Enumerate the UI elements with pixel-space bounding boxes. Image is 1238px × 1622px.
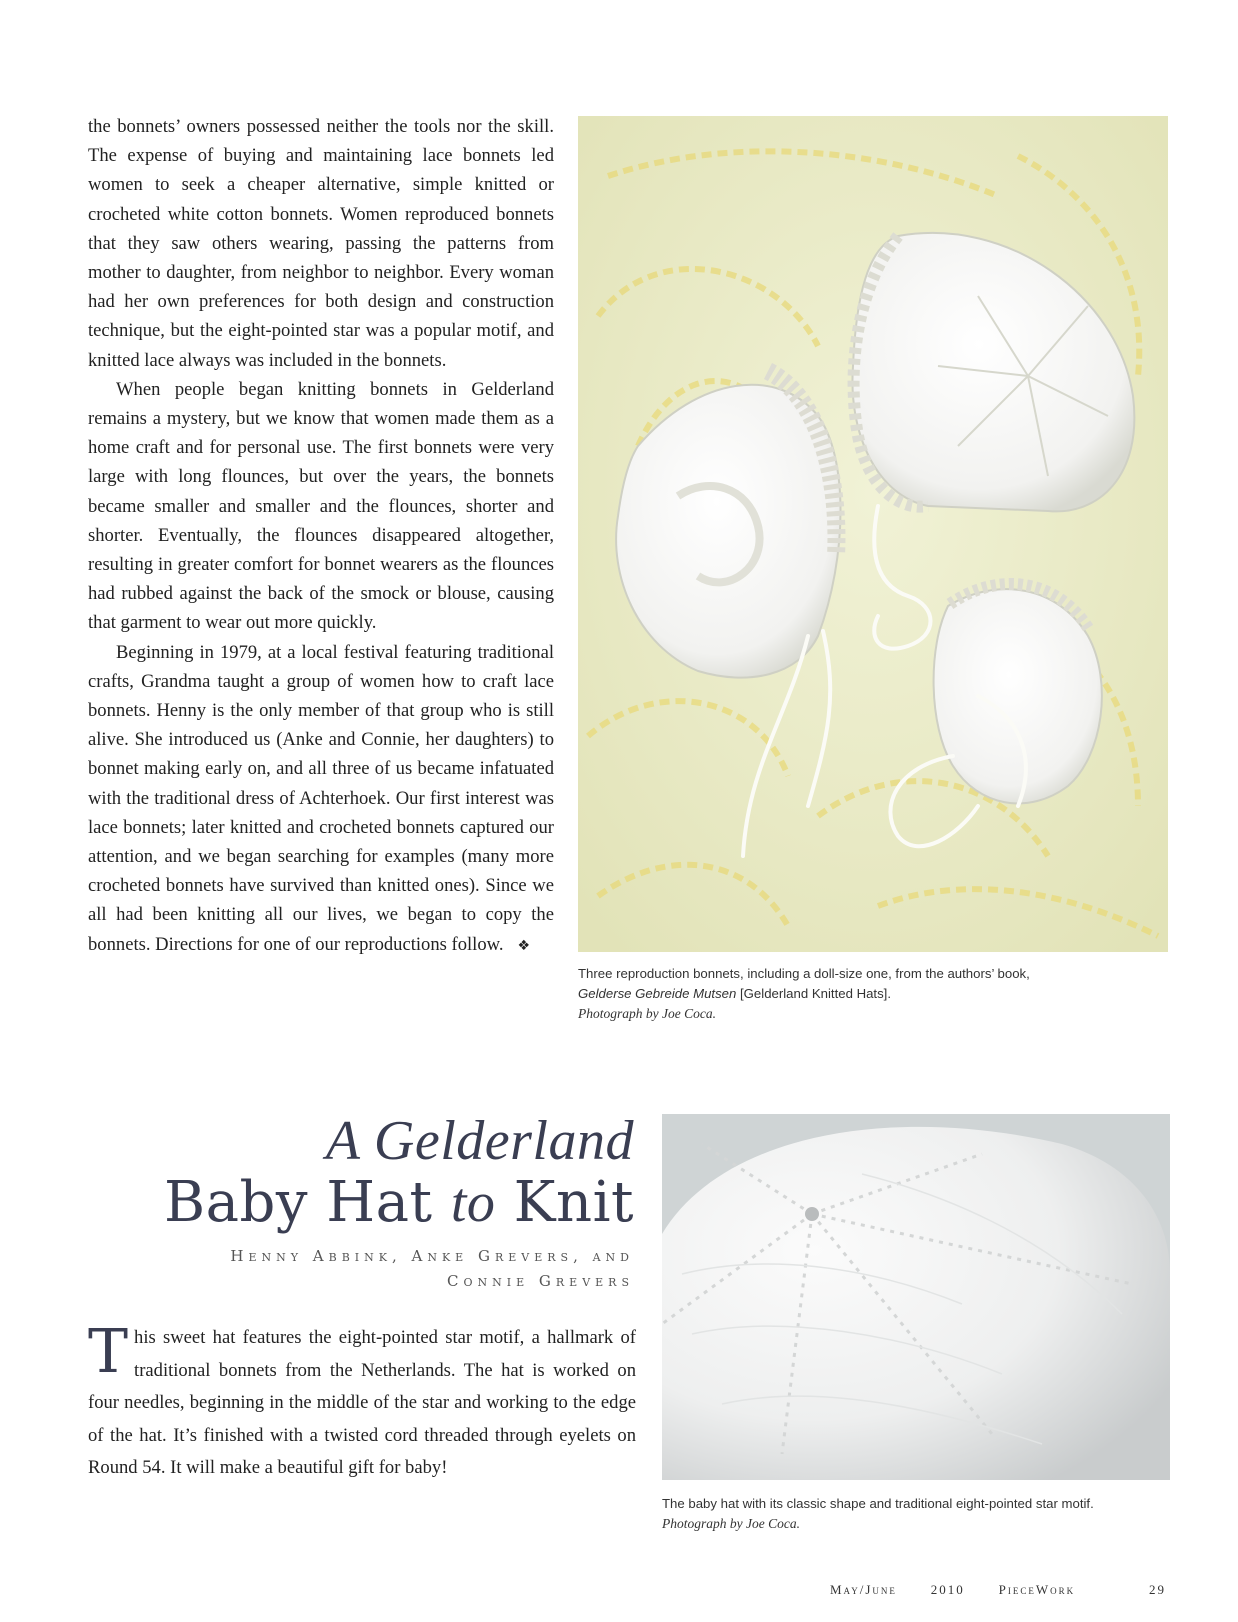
- intro-paragraph: [88, 1317, 636, 1485]
- bonnets-photo: [578, 116, 1168, 952]
- title-part-c: Knit: [495, 1170, 634, 1235]
- footer-magazine: PieceWork: [998, 1582, 1076, 1597]
- page-footer: [830, 1582, 1166, 1598]
- caption-text: Three reproduction bonnets, including a doll-size one, from the authors’ book,: [578, 966, 1030, 981]
- caption-text-bottom: The baby hat with its classic shape and traditional eight-pointed star motif.: [662, 1496, 1094, 1511]
- page-number: 29: [1148, 1582, 1166, 1597]
- title-line-1: [326, 1108, 634, 1173]
- photo-credit-bottom: Photograph by Joe Coca.: [662, 1516, 800, 1531]
- caption-book-title: Gelderse Gebreide Mutsen: [578, 986, 737, 1001]
- title-part-a: Baby Hat: [163, 1170, 451, 1235]
- byline-line-2: Connie Grevers: [447, 1272, 634, 1290]
- paragraph-3-text: Beginning in 1979, at a local festival featuring traditional crafts, Grandma taught a group of women how to craft lace bonnets. Henny is the only member of that group who is still alive. She introduced us (Anke and Connie, her daughters) to bonnet making early on, and all three of us became infatuated with the traditional dress of Achterhoek. Our first interest was lace bonnets; later knitted and crocheted bonnets captured our attention, and we began searching for examples (many more crocheted bonnets have survived than knitted ones). Since we all had been knitting all our lives, we began to copy the bonnets. Directions for one of our reproductions follow.: [88, 641, 554, 955]
- drop-cap: T: [88, 1317, 129, 1387]
- footer-year: 2010: [930, 1582, 965, 1597]
- intro-text: his sweet hat features the eight-pointed star motif, a hallmark of traditional bonnets from the Netherlands. The hat is worked on four needles, beginning in the middle of the star and working to the edge of the hat. It’s finished with a twisted cord threaded through eyelets on Round 54. It will make a beautiful gift for baby!: [88, 1327, 636, 1479]
- title-part-b: to: [450, 1172, 496, 1234]
- article-title: [150, 1110, 634, 1234]
- baby-hat-photo: [662, 1114, 1170, 1480]
- top-article-body: [88, 112, 554, 961]
- baby-hat-illustration: [662, 1114, 1170, 1480]
- footer-issue: May/June: [830, 1582, 897, 1597]
- byline: [150, 1244, 634, 1294]
- caption-book-translation: [Gelderland Knitted Hats].: [736, 986, 892, 1001]
- paragraph-2: When people began knitting bonnets in Gelderland remains a mystery, but we know that women made them as a home craft and for personal use. The first bonnets were very large with long flounces, but over the years, the bonnets became smaller and smaller and the flounces, shorter and shorter. Eventually, the flounces disappeared altogether, resulting in greater comfort for bonnet wearers as the flounces had rubbed against the back of the smock or blouse, causing that garment to wear out more quickly.: [88, 378, 554, 634]
- title-line-1-text: A Gelderland: [325, 1110, 634, 1172]
- title-line-2: [164, 1170, 634, 1235]
- bonnets-photo-caption: [578, 964, 1178, 1024]
- paragraph-3: [88, 638, 554, 961]
- byline-line-1: Henny Abbink, Anke Grevers, and: [230, 1247, 634, 1265]
- end-mark: ❖: [517, 937, 531, 954]
- photo-credit: Photograph by Joe Coca.: [578, 1006, 716, 1021]
- bonnets-illustration: [578, 116, 1168, 952]
- baby-hat-photo-caption: [662, 1494, 1182, 1534]
- paragraph-1: the bonnets’ owners possessed neither the tools nor the skill. The expense of buying and maintaining lace bonnets led women to seek a cheaper alternative, simple knitted or crocheted white cotton bonnets. Women reproduced bonnets that they saw others wearing, passing the patterns from mother to daughter, from neighbor to neighbor. Every woman had her own preferences for both design and construction technique, but the eight-pointed star was a popular motif, and knitted lace always was included in the bonnets.: [88, 116, 554, 371]
